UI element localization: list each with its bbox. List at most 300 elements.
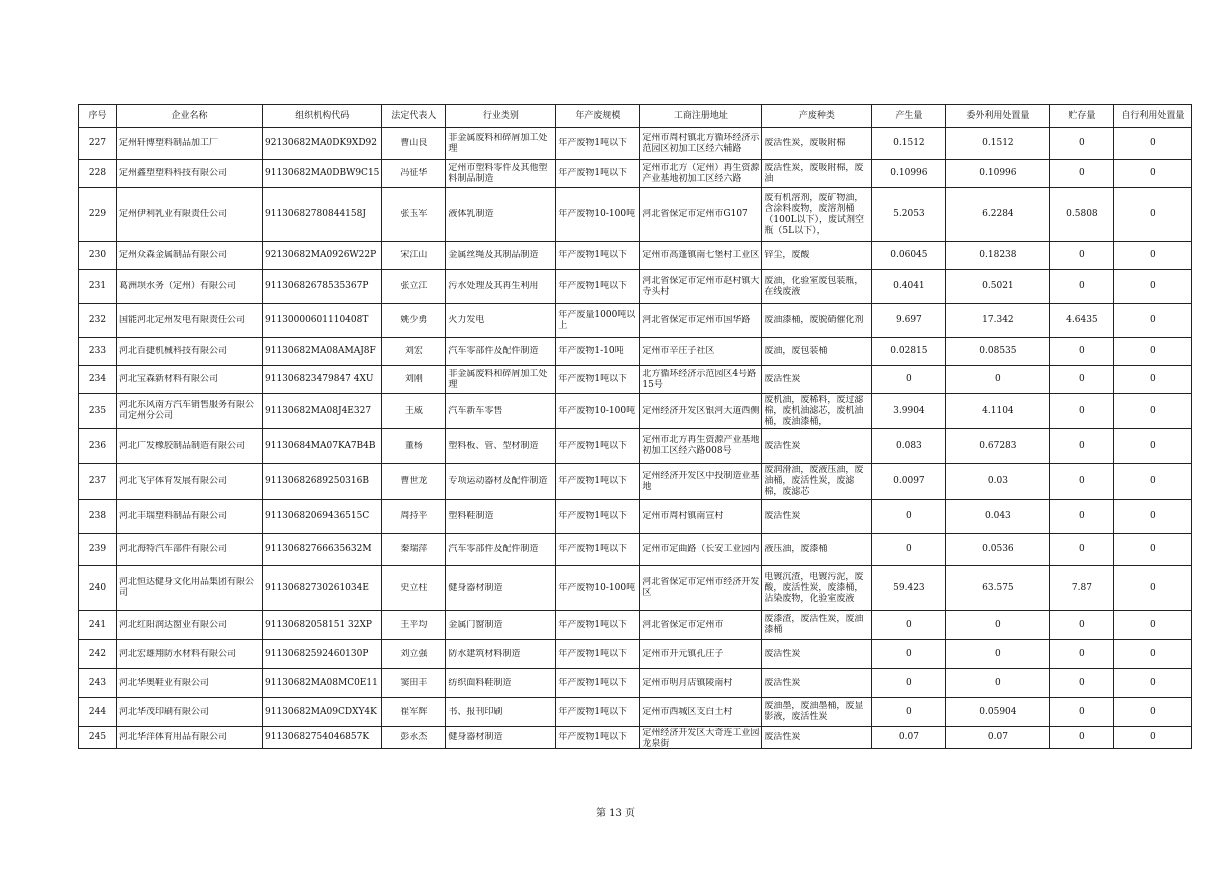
org-code-cell: [263, 464, 382, 500]
outsourced-amount-text: 0: [995, 677, 1001, 688]
legal-rep-text: 董杨: [404, 440, 423, 451]
self-disposal-amount-cell: [1114, 429, 1192, 464]
address-cell: [640, 128, 762, 160]
waste-types-text: 废有机溶剂，废矿物油，含涂料废物，废溶剂桶（100L以下），废试剂空瓶（5L以下），: [764, 192, 865, 236]
waste-types-text: 废油墨，废油墨桶，废显影液，废活性炭: [764, 701, 864, 722]
address-cell: [640, 698, 762, 727]
company-name-text: 定州鑫塑塑料科技有限公司: [119, 168, 228, 178]
waste-types-cell: [762, 611, 872, 640]
storage-amount-text: 0: [1079, 648, 1085, 659]
address-cell: [640, 669, 762, 698]
outsourced-amount-cell: [946, 366, 1050, 394]
outsourced-amount-text: 0.10996: [979, 168, 1017, 178]
address-cell: [640, 366, 762, 394]
company-name-text: 河北百捷机械科技有限公司: [119, 346, 228, 356]
waste-types-text: 废活性炭，废吸附棉，废油: [764, 162, 864, 184]
self-disposal-amount-cell: [1114, 727, 1192, 749]
waste-types-text: 废活性炭: [764, 374, 801, 384]
industry-text: 汽车零部件及配件制造: [448, 544, 539, 554]
company-name-cell: [117, 270, 263, 304]
outsourced-amount-cell: [946, 128, 1050, 160]
self-disposal-amount-text: 0: [1150, 619, 1156, 630]
row-number-cell: [79, 727, 117, 749]
self-disposal-amount-text: 0: [1150, 346, 1156, 356]
company-name-cell: [117, 464, 263, 500]
industry-text: 非金属废料和碎屑加工处理: [448, 368, 548, 390]
waste-types-text: 废活性炭: [764, 648, 801, 659]
waste-scale-cell: [556, 669, 640, 698]
storage-amount-text: 0: [1079, 405, 1085, 416]
self-disposal-amount-text: 0: [1150, 476, 1156, 486]
waste-types-cell: [762, 338, 872, 366]
storage-amount-text: 0: [1079, 250, 1085, 260]
row-number-cell: [79, 160, 117, 188]
waste-types-cell: [762, 500, 872, 534]
storage-amount-text: 0: [1079, 619, 1085, 630]
org-code-text: 91130682754046857K: [265, 732, 370, 742]
waste-scale-text: 年产废物10-100吨: [558, 582, 636, 593]
column-header: 产废种类: [762, 105, 872, 128]
row-number-text: 228: [88, 168, 107, 178]
outsourced-amount-text: 0.03: [987, 476, 1008, 486]
company-name-text: 河北红阳润达窗业有限公司: [119, 619, 228, 630]
org-code-text: 91130682MA08J4E327: [265, 405, 372, 416]
row-number-text: 234: [88, 374, 107, 384]
storage-amount-cell: [1050, 566, 1114, 611]
address-text: 河北省保定市定州市经济开发区: [642, 577, 760, 598]
address-text: 定州市周村镇北方循环经济示范园区初加工区经六辅路: [642, 132, 760, 154]
table-row: [79, 640, 1192, 669]
row-number-cell: [79, 669, 117, 698]
waste-scale-text: 年产废物1-10吨: [558, 346, 624, 356]
self-disposal-amount-text: 0: [1150, 250, 1156, 260]
waste-scale-text: 年产废物1吨以下: [558, 648, 628, 659]
outsourced-amount-cell: [946, 394, 1050, 429]
industry-text: 塑料鞋制造: [448, 511, 494, 521]
generated-amount-text: 5.2053: [893, 209, 925, 219]
company-name-cell: [117, 640, 263, 669]
address-cell: [640, 338, 762, 366]
outsourced-amount-cell: [946, 464, 1050, 500]
storage-amount-cell: [1050, 242, 1114, 270]
row-number-cell: [79, 534, 117, 566]
org-code-text: 91130682689250316B: [265, 476, 369, 486]
row-number-text: 236: [88, 440, 107, 451]
table-row: [79, 534, 1192, 566]
company-name-cell: [117, 304, 263, 338]
industry-cell: [446, 727, 556, 749]
legal-rep-cell: [382, 727, 446, 749]
row-number-text: 237: [88, 476, 107, 486]
generated-amount-cell: [872, 669, 946, 698]
column-header: 工商注册地址: [640, 105, 762, 128]
self-disposal-amount-text: 0: [1150, 168, 1156, 178]
company-name-text: 定州伊利乳业有限责任公司: [119, 209, 228, 219]
storage-amount-cell: [1050, 429, 1114, 464]
row-number-cell: [79, 611, 117, 640]
org-code-cell: [263, 160, 382, 188]
row-number-text: 240: [88, 582, 107, 593]
industry-text: 书、报刊印刷: [448, 706, 503, 717]
table-row: [79, 464, 1192, 500]
industry-cell: [446, 566, 556, 611]
self-disposal-amount-cell: [1114, 611, 1192, 640]
address-text: 定州市北方（定州）再生资源产业基地初加工区经六路: [642, 162, 760, 184]
row-number-text: 227: [88, 138, 107, 148]
waste-scale-cell: [556, 566, 640, 611]
storage-amount-text: 0: [1079, 511, 1085, 521]
legal-rep-text: 王威: [404, 405, 423, 416]
address-text: 定州经济开发区银河大道西侧: [642, 405, 760, 416]
address-cell: [640, 188, 762, 242]
waste-scale-cell: [556, 304, 640, 338]
waste-scale-text: 年产废物1吨以下: [558, 168, 628, 178]
org-code-text: 91130684MA07KA7B4B: [265, 440, 376, 451]
waste-types-text: 废活性炭: [764, 732, 801, 742]
outsourced-amount-text: 0: [995, 619, 1001, 630]
org-code-text: 91130682MA0DBW9C15: [265, 168, 380, 178]
row-number-text: 233: [88, 346, 107, 356]
table-row: [79, 394, 1192, 429]
row-number-text: 245: [88, 732, 107, 742]
legal-rep-text: 刘宏: [404, 346, 423, 356]
outsourced-amount-cell: [946, 534, 1050, 566]
self-disposal-amount-text: 0: [1150, 677, 1156, 688]
waste-scale-text: 年产废物1吨以下: [558, 706, 628, 717]
generated-amount-cell: [872, 270, 946, 304]
storage-amount-cell: [1050, 534, 1114, 566]
outsourced-amount-cell: [946, 727, 1050, 749]
waste-types-cell: [762, 640, 872, 669]
org-code-cell: [263, 669, 382, 698]
company-name-text: 河北宝森新材料有限公司: [119, 374, 219, 384]
row-number-cell: [79, 698, 117, 727]
row-number-cell: [79, 566, 117, 611]
company-name-text: 国能河北定州发电有限责任公司: [119, 315, 246, 325]
table-row: [79, 727, 1192, 749]
address-text: 定州市西城区支白土村: [642, 706, 733, 717]
row-number-cell: [79, 338, 117, 366]
legal-rep-text: 秦瑞萍: [400, 544, 428, 554]
address-cell: [640, 304, 762, 338]
address-cell: [640, 160, 762, 188]
waste-scale-text: 年产废物1吨以下: [558, 374, 628, 384]
industry-text: 液体乳制造: [448, 209, 494, 219]
generated-amount-cell: [872, 366, 946, 394]
generated-amount-text: 0: [906, 374, 912, 384]
table-row: [79, 338, 1192, 366]
org-code-cell: [263, 128, 382, 160]
company-name-text: 河北丰瑞塑料制品有限公司: [119, 511, 228, 521]
column-header: 法定代表人: [382, 105, 446, 128]
outsourced-amount-text: 0.1512: [982, 138, 1014, 148]
outsourced-amount-cell: [946, 242, 1050, 270]
storage-amount-text: 0: [1079, 374, 1085, 384]
waste-types-cell: [762, 534, 872, 566]
waste-scale-text: 年产废物1吨以下: [558, 138, 628, 148]
self-disposal-amount-text: 0: [1150, 648, 1156, 659]
outsourced-amount-text: 0.5021: [982, 281, 1014, 291]
legal-rep-text: 窦田丰: [400, 677, 428, 688]
outsourced-amount-text: 6.2284: [982, 209, 1014, 219]
row-number-cell: [79, 464, 117, 500]
industry-text: 专项运动器材及配件制造: [448, 476, 548, 486]
address-text: 定州市开元镇孔庄子: [642, 648, 724, 659]
legal-rep-text: 周持平: [400, 511, 428, 521]
table-body: [79, 128, 1192, 749]
generated-amount-cell: [872, 640, 946, 669]
org-code-cell: [263, 429, 382, 464]
industry-text: 健身器材制造: [448, 732, 503, 742]
waste-scale-cell: [556, 464, 640, 500]
waste-scale-text: 年产废物1吨以下: [558, 250, 628, 260]
org-code-text: 91130682069436515C: [265, 511, 370, 521]
address-text: 河北省保定市定州市G107: [642, 209, 748, 219]
self-disposal-amount-cell: [1114, 160, 1192, 188]
waste-types-cell: [762, 188, 872, 242]
storage-amount-text: 0: [1079, 706, 1085, 717]
row-number-text: 229: [88, 209, 107, 219]
org-code-cell: [263, 566, 382, 611]
storage-amount-cell: [1050, 188, 1114, 242]
company-name-cell: [117, 500, 263, 534]
table-row: [79, 698, 1192, 727]
address-cell: [640, 727, 762, 749]
waste-scale-cell: [556, 698, 640, 727]
org-code-cell: [263, 727, 382, 749]
industry-cell: [446, 429, 556, 464]
address-cell: [640, 429, 762, 464]
generated-amount-cell: [872, 566, 946, 611]
industry-cell: [446, 338, 556, 366]
outsourced-amount-text: 17.342: [982, 315, 1014, 325]
self-disposal-amount-text: 0: [1150, 281, 1156, 291]
storage-amount-text: 0.5808: [1066, 209, 1098, 219]
company-name-cell: [117, 338, 263, 366]
company-name-text: 河北华奥鞋业有限公司: [119, 677, 210, 688]
industry-text: 定州市塑料零件及其他塑料制品制造: [448, 162, 548, 184]
industry-text: 金属丝绳及其制品制造: [448, 250, 539, 260]
waste-scale-text: 年产废物1吨以下: [558, 440, 628, 451]
legal-rep-text: 冯征华: [400, 168, 428, 178]
storage-amount-cell: [1050, 394, 1114, 429]
waste-types-text: 电镀沉渣，电镀污泥，废酸，废活性炭，废漆桶，沾染废物，化验室废液: [764, 571, 864, 604]
generated-amount-cell: [872, 160, 946, 188]
org-code-text: 91130682058151 32XP: [265, 619, 372, 630]
storage-amount-cell: [1050, 669, 1114, 698]
self-disposal-amount-cell: [1114, 338, 1192, 366]
storage-amount-text: 0: [1079, 440, 1085, 451]
legal-rep-cell: [382, 669, 446, 698]
generated-amount-text: 0: [906, 619, 912, 630]
org-code-text: 91130682730261034E: [265, 582, 369, 593]
industry-cell: [446, 242, 556, 270]
company-name-text: 河北海特汽车部件有限公司: [119, 544, 228, 554]
org-code-cell: [263, 188, 382, 242]
page-number: 第 13 页: [595, 808, 636, 819]
generated-amount-text: 0: [906, 648, 912, 659]
legal-rep-text: 张立江: [400, 281, 428, 291]
storage-amount-text: 7.87: [1071, 582, 1092, 593]
table-row: [79, 611, 1192, 640]
waste-scale-cell: [556, 160, 640, 188]
waste-scale-text: 年产废物1吨以下: [558, 281, 628, 291]
waste-scale-cell: [556, 640, 640, 669]
legal-rep-cell: [382, 242, 446, 270]
industry-cell: [446, 611, 556, 640]
legal-rep-text: 姚少勇: [400, 315, 428, 325]
org-code-text: 91130682678535367P: [265, 281, 369, 291]
waste-types-text: 废油，废包装桶: [764, 346, 828, 356]
row-number-text: 235: [88, 405, 107, 416]
legal-rep-text: 曹世龙: [400, 476, 428, 486]
storage-amount-cell: [1050, 464, 1114, 500]
self-disposal-amount-text: 0: [1150, 706, 1156, 717]
table-row: [79, 366, 1192, 394]
waste-types-cell: [762, 429, 872, 464]
company-name-text: 河北广发橡胶制品制造有限公司: [119, 440, 246, 451]
legal-rep-text: 曹山良: [400, 138, 428, 148]
company-name-cell: [117, 242, 263, 270]
address-text: 河北省保定市定州市赵村镇大寺头村: [642, 275, 760, 297]
outsourced-amount-text: 0.0536: [982, 544, 1014, 554]
address-cell: [640, 270, 762, 304]
industry-cell: [446, 534, 556, 566]
waste-types-cell: [762, 464, 872, 500]
industry-text: 火力发电: [448, 315, 485, 325]
waste-scale-text: 年产废物1吨以下: [558, 732, 628, 742]
row-number-cell: [79, 188, 117, 242]
generated-amount-text: 0: [906, 511, 912, 521]
table-row: [79, 128, 1192, 160]
self-disposal-amount-cell: [1114, 366, 1192, 394]
org-code-text: 91130682592460130P: [265, 648, 369, 659]
address-cell: [640, 640, 762, 669]
org-code-cell: [263, 270, 382, 304]
outsourced-amount-cell: [946, 188, 1050, 242]
company-name-text: 河北东风南方汽车销售服务有限公司定州分公司: [119, 400, 255, 421]
storage-amount-cell: [1050, 640, 1114, 669]
generated-amount-text: 0.10996: [890, 168, 928, 178]
row-number-cell: [79, 394, 117, 429]
industry-cell: [446, 500, 556, 534]
column-header: 自行利用处置量: [1114, 105, 1192, 128]
legal-rep-text: 王平均: [400, 619, 428, 630]
waste-scale-text: 年产废量1000吨以上: [558, 309, 636, 331]
industry-text: 金属门窗制造: [448, 619, 503, 630]
legal-rep-cell: [382, 464, 446, 500]
waste-types-cell: [762, 394, 872, 429]
address-cell: [640, 611, 762, 640]
generated-amount-cell: [872, 611, 946, 640]
legal-rep-cell: [382, 429, 446, 464]
self-disposal-amount-cell: [1114, 534, 1192, 566]
table-row: [79, 270, 1192, 304]
company-name-text: 河北飞宇体育发展有限公司: [119, 476, 228, 486]
generated-amount-text: 0.4041: [893, 281, 925, 291]
legal-rep-text: 彭永杰: [400, 732, 428, 742]
outsourced-amount-text: 0.67283: [979, 440, 1017, 451]
waste-types-cell: [762, 566, 872, 611]
generated-amount-cell: [872, 394, 946, 429]
org-code-cell: [263, 304, 382, 338]
storage-amount-cell: [1050, 128, 1114, 160]
row-number-cell: [79, 429, 117, 464]
generated-amount-cell: [872, 338, 946, 366]
legal-rep-cell: [382, 534, 446, 566]
org-code-cell: [263, 534, 382, 566]
column-header: 委外利用处置量: [946, 105, 1050, 128]
waste-scale-cell: [556, 727, 640, 749]
company-name-cell: [117, 160, 263, 188]
legal-rep-cell: [382, 188, 446, 242]
storage-amount-cell: [1050, 698, 1114, 727]
self-disposal-amount-text: 0: [1150, 209, 1156, 219]
outsourced-amount-cell: [946, 640, 1050, 669]
self-disposal-amount-cell: [1114, 669, 1192, 698]
address-cell: [640, 500, 762, 534]
storage-amount-text: 0: [1079, 138, 1085, 148]
waste-types-text: 液压油，废漆桶: [764, 544, 828, 554]
waste-types-cell: [762, 128, 872, 160]
outsourced-amount-text: 0.07: [987, 732, 1008, 742]
outsourced-amount-cell: [946, 669, 1050, 698]
org-code-text: 91130000601110408T: [265, 315, 369, 325]
company-name-cell: [117, 534, 263, 566]
legal-rep-text: 刘刚: [404, 374, 423, 384]
row-number-text: 239: [88, 544, 107, 554]
self-disposal-amount-cell: [1114, 128, 1192, 160]
storage-amount-text: 0: [1079, 346, 1085, 356]
waste-types-cell: [762, 669, 872, 698]
waste-scale-text: 年产废物1吨以下: [558, 511, 628, 521]
self-disposal-amount-text: 0: [1150, 732, 1156, 742]
waste-scale-text: 年产废物10-100吨: [558, 405, 636, 416]
industry-text: 健身器材制造: [448, 582, 503, 593]
storage-amount-text: 0: [1079, 732, 1085, 742]
self-disposal-amount-text: 0: [1150, 582, 1156, 593]
company-name-cell: [117, 611, 263, 640]
waste-scale-cell: [556, 188, 640, 242]
legal-rep-cell: [382, 270, 446, 304]
legal-rep-cell: [382, 698, 446, 727]
column-header: 企业名称: [117, 105, 263, 128]
outsourced-amount-cell: [946, 566, 1050, 611]
generated-amount-text: 0.07: [898, 732, 919, 742]
waste-types-text: 废机油，废稀料，废过滤棉，废机油滤芯，废机油桶，废油漆桶，: [764, 394, 864, 427]
self-disposal-amount-text: 0: [1150, 315, 1156, 325]
industry-text: 防水建筑材料制造: [448, 648, 521, 659]
address-text: 定州市定曲路（长安工业园内: [642, 544, 760, 554]
company-name-text: 定州轩博塑料制品加工厂: [119, 138, 219, 148]
row-number-cell: [79, 128, 117, 160]
address-text: 定州市高蓬镇南七堡村工业区: [642, 250, 760, 260]
self-disposal-amount-cell: [1114, 394, 1192, 429]
legal-rep-cell: [382, 128, 446, 160]
address-text: 定州经济开发区中投制造业基地: [642, 470, 760, 492]
address-cell: [640, 464, 762, 500]
waste-scale-cell: [556, 534, 640, 566]
waste-types-text: 废油漆桶，废脱硝催化剂: [764, 315, 864, 325]
outsourced-amount-cell: [946, 611, 1050, 640]
waste-scale-cell: [556, 366, 640, 394]
generated-amount-cell: [872, 429, 946, 464]
self-disposal-amount-cell: [1114, 464, 1192, 500]
table-row: [79, 500, 1192, 534]
waste-enterprise-table: [78, 104, 1192, 749]
company-name-text: 河北华洋体育用品有限公司: [119, 732, 228, 742]
address-text: 河北省保定市定州市: [642, 619, 724, 630]
